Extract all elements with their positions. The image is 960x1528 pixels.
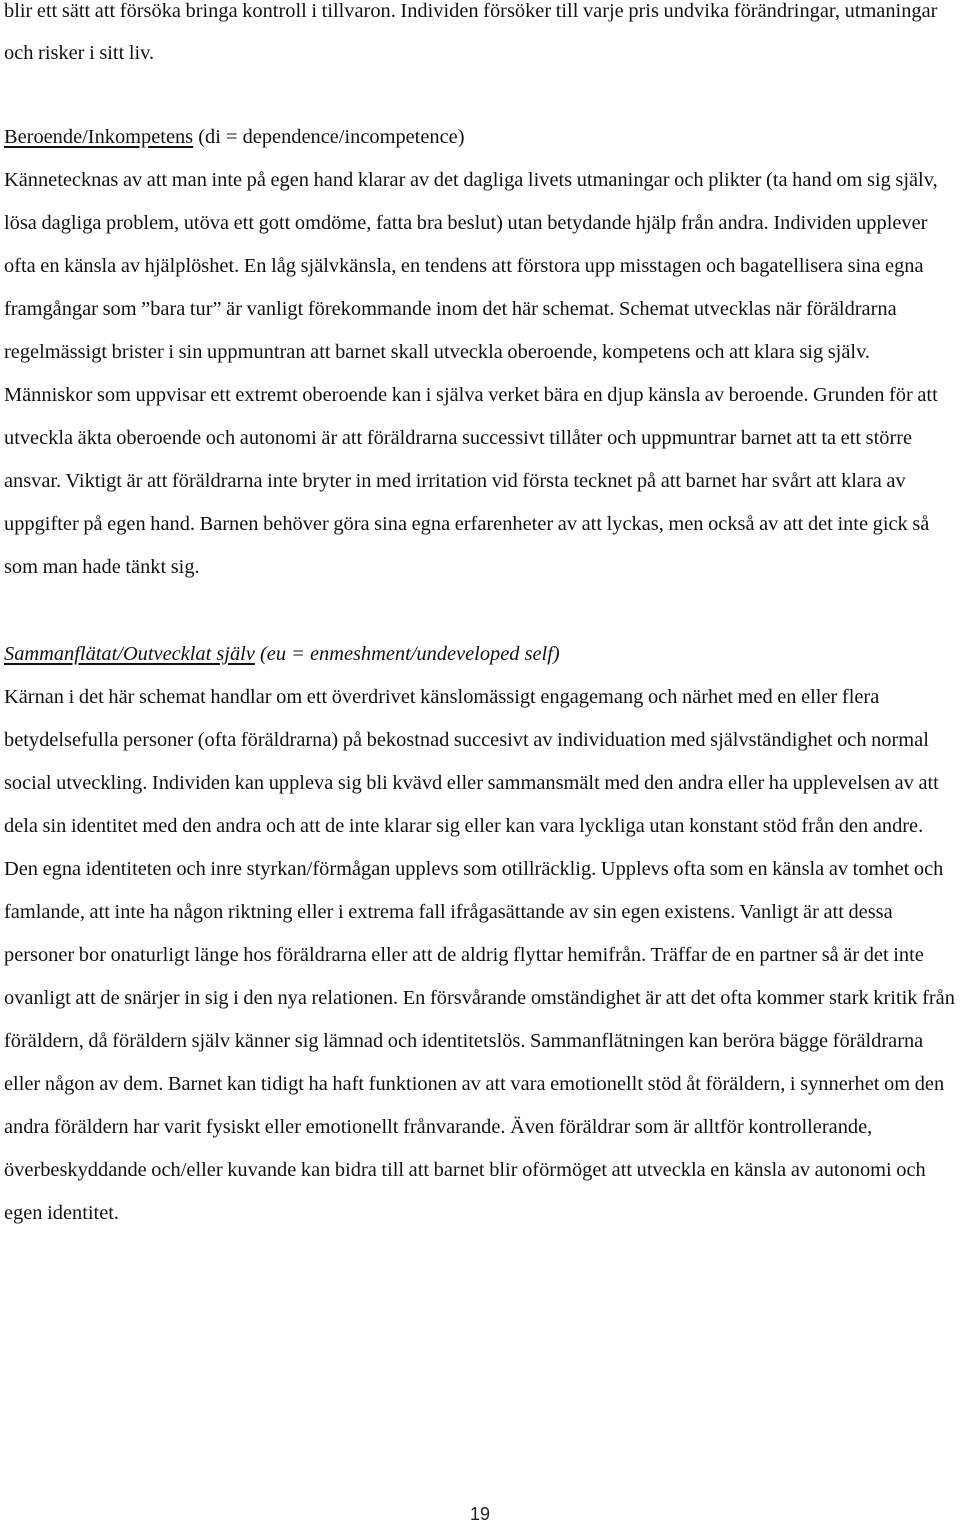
section-spacer [4, 589, 958, 633]
section-title: Beroende/Inkompetens [4, 126, 194, 148]
intro-paragraph: blir ett sätt att försöka bringa kontroll i tillvaron. Individen försöker till varje pris undvika förändringar, utmaningar och risker i sitt liv. [4, 0, 938, 64]
page-number: 19 [469, 1504, 491, 1524]
document-page [4, 0, 958, 1235]
section-body-dependence: Kännetecknas av att man inte på egen hand klarar av det dagliga livets utmaningar och plikter (ta hand om sig själv, lösa dagliga problem, utöva ett gott omdöme, fatta bra beslut) utan betydande hjälp från andra. Individen upplever ofta en känsla av hjälplöshet. En låg självkänsla, en tendens att förstora upp misstagen och bagatellisera sina egna framgångar som ”bara tur” är vanligt förekommande inom det här schemat. Schemat utvecklas när föräldrarna regelmässigt brister i sin uppmuntran att barnet skall utveckla oberoende, kompetens och att klara sig själv. Människor som uppvisar ett extremt oberoende kan i själva verket bära en djup känsla av beroende. Grunden för att utveckla äkta oberoende och autonomi är att föräldrarna successivt tillåter och uppmuntrar barnet att ta ett större ansvar. Viktigt är att föräldrarna inte bryter in med irritation vid första tecknet på att barnet har svårt att klara av uppgifter på egen hand. Barnen behöver göra sina egna erfarenheter av att lyckas, men också av att det inte gick så som man hade tänkt sig. [4, 169, 938, 578]
section-title: Sammanflätat/Outvecklat själv [4, 643, 255, 665]
section-subtitle: (eu = enmeshment/undeveloped self) [259, 643, 560, 665]
section-subtitle: (di = dependence/incompetence) [198, 126, 465, 148]
section-heading-dependence [4, 116, 958, 159]
section-heading-enmeshment [4, 633, 958, 676]
section-spacer [4, 74, 958, 116]
section-body-enmeshment: Kärnan i det här schemat handlar om ett överdrivet känslomässigt engagemang och närhet med en eller flera betydelsefulla personer (ofta föräldrarna) på bekostnad succesivt av individuation med självständighet och normal social utveckling. Individen kan uppleva sig bli kvävd eller sammansmält med den andra eller ha upplevelsen av att dela sin identitet med den andra och att de inte klarar sig eller kan vara lyckliga utan konstant stöd från den andre. Den egna identiteten och inre styrkan/förmågan upplevs som otillräcklig. Upplevs ofta som en känsla av tomhet och famlande, att inte ha någon riktning eller i extrema fall ifrågasättande av sin egen existens. Vanligt är att dessa personer bor onaturligt länge hos föräldrarna eller att de aldrig flyttar hemifrån. Träffar de en partner så är det inte ovanligt att de snärjer in sig i den nya relationen. En försvårande omständighet är att det ofta kommer stark kritik från föräldern, då föräldern själv känner sig lämnad och identitetslös. Sammanflätningen kan beröra bägge föräldrarna eller någon av dem. Barnet kan tidigt ha haft funktionen av att vara emotionellt stöd åt föräldern, i synnerhet om den andra föräldern har varit fysiskt eller emotionellt frånvarande. Även föräldrar som är alltför kontrollerande, överbeskyddande och/eller kuvande kan bidra till att barnet blir oförmöget att utveckla en känsla av autonomi och egen identitet. [4, 686, 955, 1224]
